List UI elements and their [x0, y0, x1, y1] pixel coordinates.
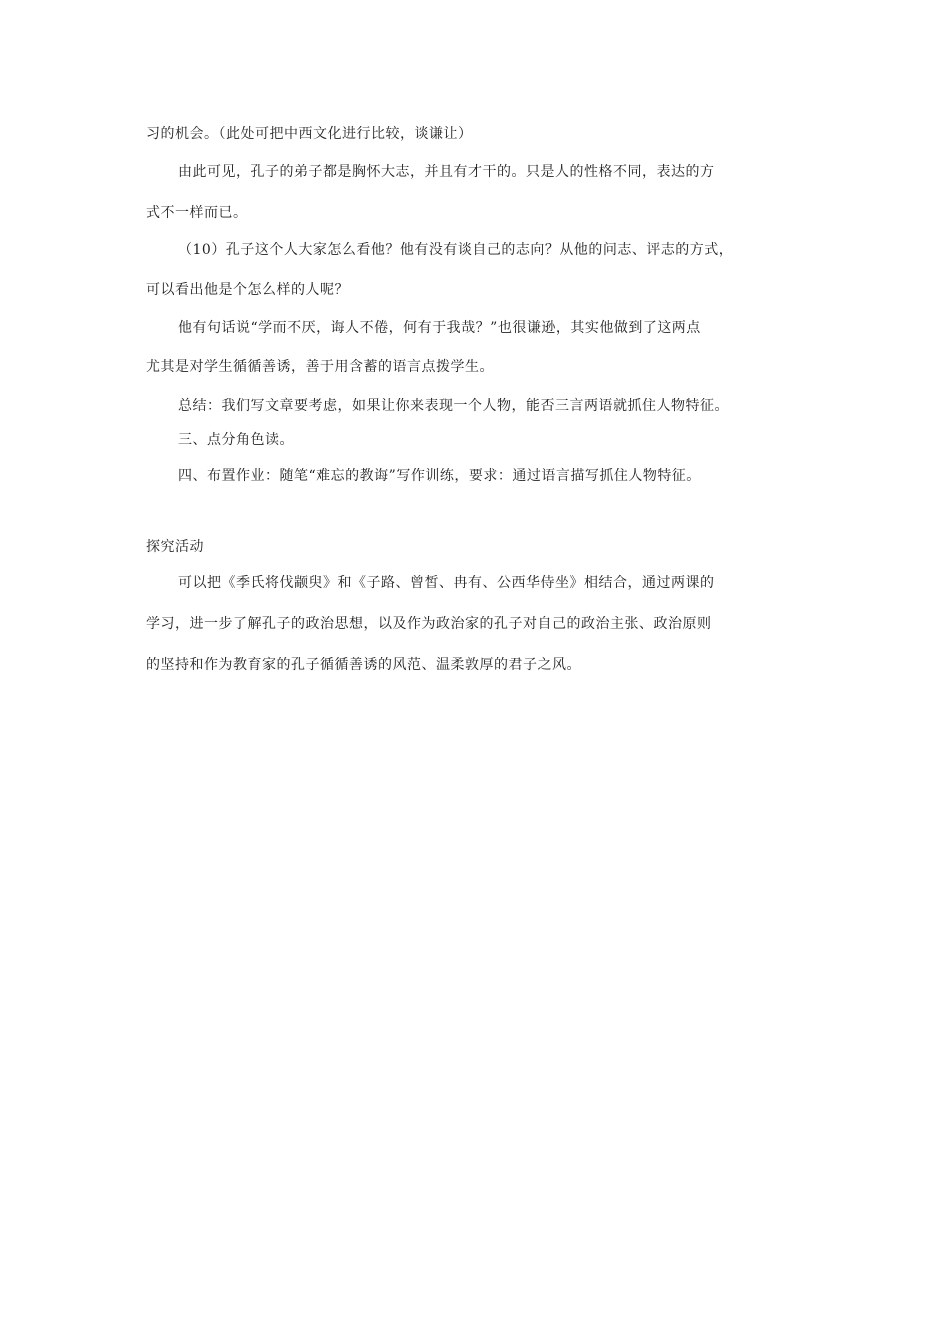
text-line: 习的机会。（此处可把中西文化进行比较，谈谦让）: [146, 126, 473, 142]
text-line: 可以看出他是个怎么样的人呢？: [146, 282, 349, 298]
text-line: 的坚持和作为教育家的孔子循循善诱的风范、温柔敦厚的君子之风。: [146, 657, 581, 673]
text-line: 学习，进一步了解孔子的政治思想，以及作为政治家的孔子对自己的政治主张、政治原则: [146, 616, 712, 632]
section-heading: 探究活动: [146, 539, 204, 555]
text-line: 三、点分角色读。: [178, 432, 294, 448]
text-line: 他有句话说“学而不厌，诲人不倦，何有于我哉？”也很谦逊，其实他做到了这两点: [178, 320, 701, 336]
text-line: 由此可见，孔子的弟子都是胸怀大志，并且有才干的。只是人的性格不同，表达的方: [178, 164, 715, 180]
text-line: 尤其是对学生循循善诱，善于用含蓄的语言点拨学生。: [146, 359, 494, 375]
text-line: 四、布置作业：随笔“难忘的教诲”写作训练，要求：通过语言描写抓住人物特征。: [178, 468, 701, 484]
text-line: 总结：我们写文章要考虑，如果让你来表现一个人物，能否三言两语就抓住人物特征。: [178, 398, 729, 414]
text-line: 式不一样而已。: [146, 205, 248, 221]
text-line: 可以把《季氏将伐颛臾》和《子路、曾皙、冉有、公西华侍坐》相结合，通过两课的: [178, 575, 715, 591]
text-line: （10）孔子这个人大家怎么看他？他有没有谈自己的志向？从他的问志、评志的方式，: [178, 242, 734, 258]
